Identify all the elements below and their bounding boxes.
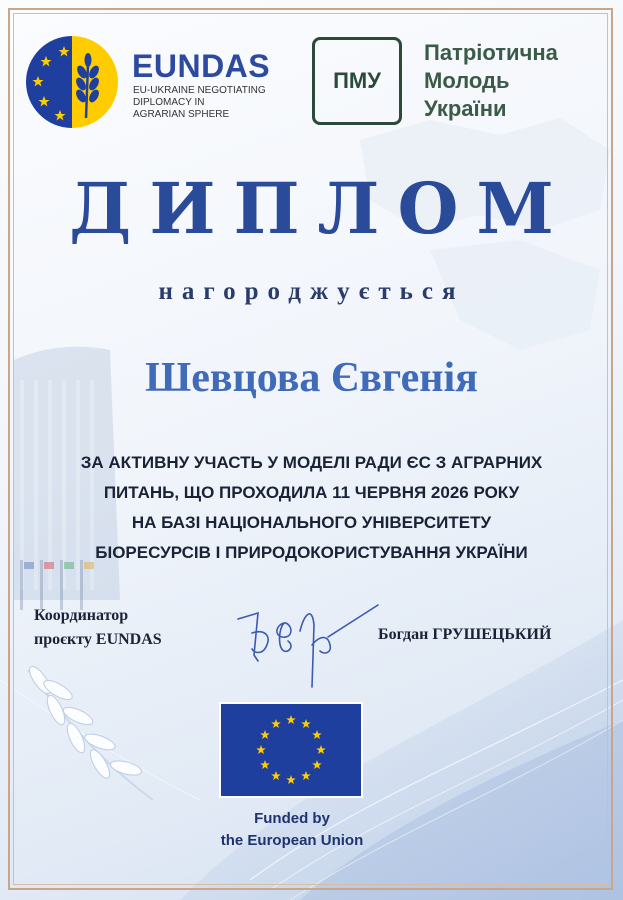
reason-line: ЗА АКТИВНУ УЧАСТЬ У МОДЕЛІ РАДИ ЄС З АГРАРНИХ	[80, 453, 543, 472]
laurel-branch	[18, 650, 158, 810]
role-line: Координатор	[34, 607, 129, 624]
award-reason	[30, 448, 593, 568]
signatory-name: Богдан ГРУШЕЦЬКИЙ	[378, 626, 552, 643]
eu-stars-emblem	[24, 34, 120, 130]
eundas-subtitle-line: DIPLOMACY IN	[133, 97, 205, 108]
pmu-logo-name	[424, 39, 614, 123]
pmu-logo-box	[312, 37, 402, 125]
pmu-logo-abbr: ПМУ	[333, 68, 381, 93]
reason-line: НА БАЗІ НАЦІОНАЛЬНОГО УНІВЕРСИТЕТУ	[131, 513, 492, 532]
eundas-subtitle-line: EU-UKRAINE NEGOTIATING	[133, 85, 266, 96]
pmu-name-line: Патріотична	[424, 40, 558, 65]
eundas-logo-subtitle	[133, 85, 303, 121]
funded-line: Funded by	[254, 810, 330, 827]
reason-line: БІОРЕСУРСІВ І ПРИРОДОКОРИСТУВАННЯ УКРАЇНИ	[95, 543, 528, 562]
eundas-logo-name: EUNDAS	[132, 48, 271, 84]
pmu-name-line: Молодь	[424, 68, 510, 93]
funded-line: the European Union	[220, 832, 364, 849]
eundas-subtitle-line: AGRARIAN SPHERE	[133, 109, 230, 120]
signatory-role	[34, 604, 162, 652]
diploma-title: ДИПЛОМ	[69, 167, 572, 250]
eu-flag	[219, 702, 363, 798]
handwritten-signature	[228, 575, 388, 695]
funded-by-eu	[192, 808, 392, 852]
pmu-name-line: України	[424, 96, 507, 121]
recipient-name: Шевцова Євгенія	[145, 355, 478, 401]
role-line: проєкту EUNDAS	[34, 631, 162, 648]
reason-line: ПИТАНЬ, ЩО ПРОХОДИЛА 11 ЧЕРВНЯ 2026 РОКУ	[103, 483, 520, 502]
awarded-text: нагороджується	[158, 278, 465, 305]
